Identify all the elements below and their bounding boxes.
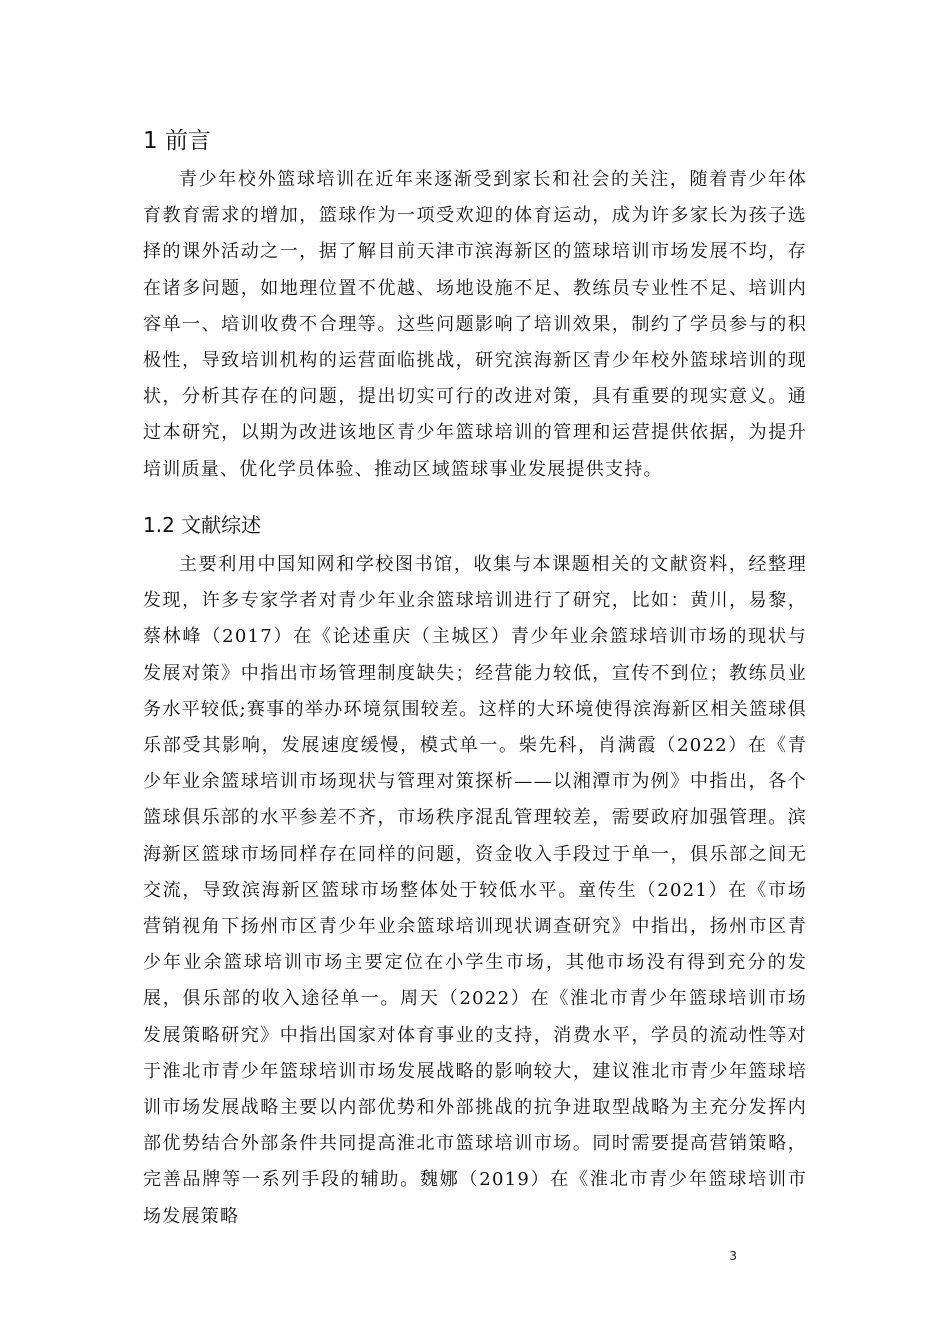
subsection-paragraph: 主要利用中国知网和学校图书馆，收集与本课题相关的文献资料，经整理发现，许多专家学者对青少年业余篮球培训进行了研究，比如：黄川，易黎，蔡林峰（2017）在《论述重庆（主城区）青少年业余篮球培训市场的现状与发展对策》中指出市场管理制度缺失；经营能力较低，宣传不到位；教练员业务水平较低;赛事的举办环境氛围较差。这样的大环境使得滨海新区相关篮球俱乐部受其影响，发展速度缓慢，模式单一。柴先科，肖满霞（2022）在《青少年业余篮球培训市场现状与管理对策探析——以湘潭市为例》中指出，各个篮球俱乐部的水平参差不齐，市场秩序混乱管理较差，需要政府加强管理。滨海新区篮球市场同样存在同样的问题，资金收入手段过于单一，俱乐部之间无交流，导致滨海新区篮球市场整体处于较低水平。童传生（2021）在《市场营销视角下扬州市区青少年业余篮球培训现状调查研究》中指出，扬州市区青少年业余篮球培训市场主要定位在小学生市场，其他市场没有得到充分的发展，俱乐部的收入途径单一。周天（2022）在《淮北市青少年篮球培训市场发展策略研究》中指出国家对体育事业的支持，消费水平，学员的流动性等对于淮北市青少年篮球培训市场发展战略的影响较大，建议淮北市青少年篮球培训市场发展战略主要以内部优势和外部挑战的抗争进取型战略为主充分发挥内部优势结合外部条件共同提高淮北市篮球培训市场。同时需要提高营销策略，完善品牌等一系列手段的辅助。魏娜（2019）在《淮北市青少年篮球培训市场发展策略	[143, 554, 807, 1227]
subsection-heading: 1.2 文献综述	[143, 513, 262, 537]
page-number: 3	[729, 1249, 737, 1263]
section-heading: 1 前言	[143, 128, 211, 154]
section-paragraph: 青少年校外篮球培训在近年来逐渐受到家长和社会的关注，随着青少年体育教育需求的增加，篮球作为一项受欢迎的体育运动，成为许多家长为孩子选择的课外活动之一，据了解目前天津市滨海新区的篮球培训市场发展不均，存在诸多问题，如地理位置不优越、场地设施不足、教练员专业性不足、培训内容单一、培训收费不合理等。这些问题影响了培训效果，制约了学员参与的积极性，导致培训机构的运营面临挑战，研究滨海新区青少年校外篮球培训的现状，分析其存在的问题，提出切实可行的改进对策，具有重要的现实意义。通过本研究，以期为改进该地区青少年篮球培训的管理和运营提供依据，为提升培训质量、优化学员体验、推动区域篮球事业发展提供支持。	[143, 169, 807, 480]
